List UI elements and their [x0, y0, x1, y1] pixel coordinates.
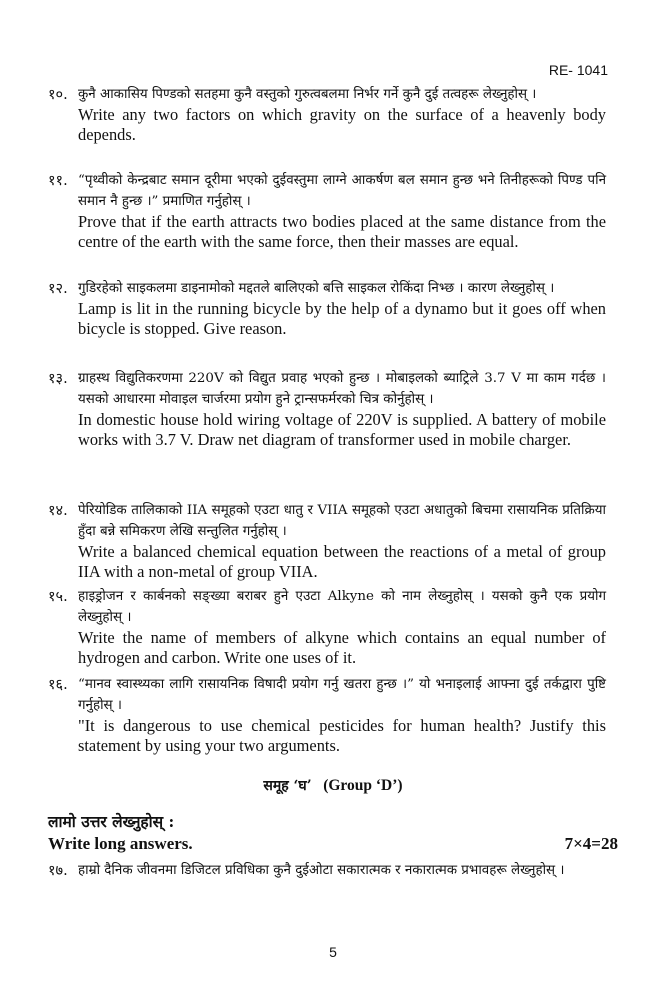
question-14	[48, 500, 606, 582]
exam-code: RE- 1041	[548, 62, 608, 78]
question-text-nepali: गुडिरहेको साइकलमा डाइनामोको मद्दतले बालिएको बत्ति साइकल रोकिंदा निभ्छ । कारण लेख्नुहोस् ।	[78, 281, 555, 296]
question-text-english: Write the name of members of alkyne which contains an equal number of hydrogen and carbon. Write one uses of it.	[78, 628, 606, 667]
question-11	[48, 170, 606, 252]
question-text-english: In domestic house hold wiring voltage of 220V is supplied. A battery of mobile works with 3.7 V. Draw net diagram of transformer used in mobile charger.	[78, 410, 606, 449]
group-heading-nepali: समूह ‘घ’	[263, 778, 312, 794]
question-number: १३.	[48, 371, 68, 387]
question-text-nepali: कुनै आकासिय पिण्डको सतहमा कुनै वस्तुको गुरुत्वबलमा निर्भर गर्ने कुनै दुई तत्वहरू लेख्नुहोस् ।	[78, 87, 537, 102]
question-number: १७.	[48, 863, 68, 879]
question-number: १६.	[48, 677, 68, 693]
question-10	[48, 84, 606, 145]
page-number: 5	[329, 944, 337, 960]
question-16	[48, 674, 606, 756]
question-number: १०.	[48, 87, 68, 103]
question-number: १५.	[48, 589, 68, 605]
question-text-nepali: “पृथ्वीको केन्द्रबाट समान दूरीमा भएको दुईवस्तुमा लाग्ने आकर्षण बल समान हुन्छ भने तिनीहरूको पिण्ड पनि समान नै हुन्छ ।” प्रमाणित गर्नुहोस् ।	[78, 173, 606, 209]
question-text-english: Prove that if the earth attracts two bodies placed at the same distance from the centre of the earth with the same force, then their masses are equal.	[78, 212, 606, 251]
question-text-english: Lamp is lit in the running bicycle by the help of a dynamo but it goes off when bicycle is stopped. Give reason.	[78, 299, 606, 338]
question-12	[48, 278, 606, 339]
question-text-english: Write any two factors on which gravity on the surface of a heavenly body depends.	[78, 105, 606, 144]
question-number: १४.	[48, 503, 68, 519]
section-instruction-nepali: लामो उत्तर लेख्नुहोस् :	[48, 812, 175, 831]
question-text-nepali: ग्राहस्थ विद्युतिकरणमा 220V को विद्युत प्रवाह भएको हुन्छ । मोबाइलको ब्याट्रिले 3.7 V मा काम गर्दछ । यसको आधारमा मोवाइल चार्जरमा प्रयोग हुने ट्रान्सफर्मरको चित्र कोर्नुहोस् ।	[78, 371, 606, 407]
question-text-nepali: पेरियोडिक तालिकाको IIA समूहको एउटा धातु र VIIA समूहको एउटा अधातुको बिचमा रासायनिक प्रतिक्रिया हुँदा बन्ने समिकरण लेखि सन्तुलित गर्नुहोस् ।	[78, 503, 606, 539]
question-number: १२.	[48, 281, 68, 297]
section-instruction-english: Write long answers.	[48, 834, 193, 853]
question-15	[48, 586, 606, 668]
marks-allocation: 7×4=28	[564, 834, 618, 853]
group-heading	[0, 776, 666, 795]
question-text-nepali: “मानव स्वास्थ्यका लागि रासायनिक विषादी प्रयोग गर्नु खतरा हुन्छ ।” यो भनाइलाई आफ्ना दुई तर्कद्वारा पुष्टि गर्नुहोस् ।	[78, 677, 606, 713]
question-number: ११.	[48, 173, 68, 189]
question-13	[48, 368, 606, 450]
question-17	[48, 860, 606, 881]
question-text-english: Write a balanced chemical equation between the reactions of a metal of group IIA with a non-metal of group VIIA.	[78, 542, 606, 581]
question-text-nepali: हाइड्रोजन र कार्बनको सङ्ख्या बराबर हुने एउटा Alkyne को नाम लेख्नुहोस् । यसको कुनै एक प्रयोग लेख्नुहोस् ।	[78, 589, 606, 625]
question-text-english: "It is dangerous to use chemical pesticides for human health? Justify this statement by using your two arguments.	[78, 716, 606, 755]
group-heading-english: (Group ‘D’)	[323, 777, 403, 794]
question-text-nepali: हाम्रो दैनिक जीवनमा डिजिटल प्रविधिका कुनै दुईओटा सकारात्मक र नकारात्मक प्रभावहरू लेख्नुहोस् ।	[78, 863, 565, 878]
